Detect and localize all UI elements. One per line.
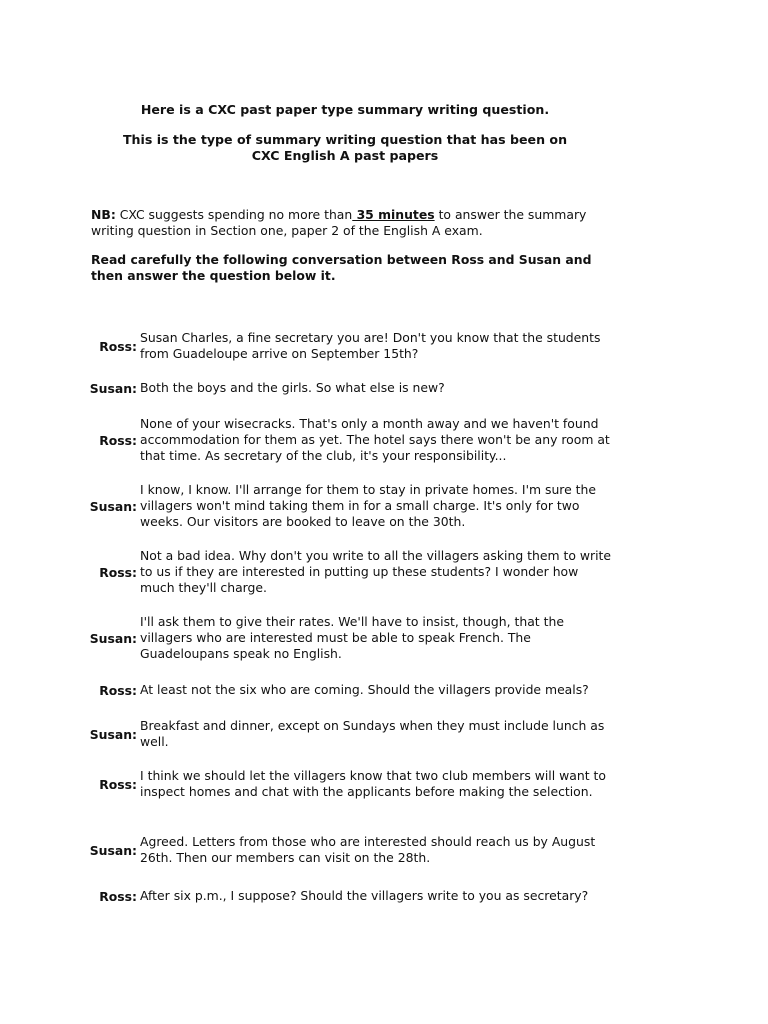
dialogue-row (86, 548, 616, 596)
dialogue-row (86, 614, 616, 662)
dialogue-line: Agreed. Letters from those who are interested should reach us by August 26th. Then our members can visit on the 28th. (140, 834, 596, 865)
speaker-label: Susan: (89, 726, 137, 742)
dialogue-line: Breakfast and dinner, except on Sundays when they must include lunch as well. (140, 718, 605, 749)
nb-note (91, 207, 611, 239)
dialogue-line: I think we should let the villagers know that two club members will want to inspect homes and chat with the applicants before making the selection. (140, 768, 606, 799)
nb-text-before: CXC suggests spending no more than (115, 207, 353, 222)
speaker-label: Susan: (89, 842, 137, 858)
subtitle-line-1: This is the type of summary writing question that has been on (122, 132, 568, 147)
dialogue-row (86, 682, 616, 698)
subtitle-line-2: CXC English A past papers (251, 148, 439, 163)
page-subtitle (0, 132, 690, 164)
speaker-label: Ross: (99, 432, 137, 448)
speaker-label: Ross: (99, 776, 137, 792)
reading-instruction: Read carefully the following conversation between Ross and Susan and then answer the question below it. (91, 252, 592, 283)
dialogue-row (86, 888, 616, 904)
dialogue-line: None of your wisecracks. That's only a month away and we haven't found accommodation for them as yet. The hotel says there won't be any room at that time. As secretary of the club, it's your responsibility... (140, 416, 610, 463)
speaker-label: Ross: (99, 682, 137, 698)
speaker-label: Susan: (89, 630, 137, 646)
dialogue-row (86, 718, 616, 750)
speaker-label: Susan: (89, 498, 137, 514)
page-title: Here is a CXC past paper type summary writing question. (140, 102, 550, 117)
dialogue-line: Both the boys and the girls. So what else is new? (140, 380, 445, 395)
dialogue-line: I'll ask them to give their rates. We'll have to insist, though, that the villagers who are interested must be able to speak French. The Guadeloupans speak no English. (140, 614, 564, 661)
dialogue-row (86, 482, 616, 530)
speaker-label: Ross: (99, 564, 137, 580)
dialogue-line: I know, I know. I'll arrange for them to stay in private homes. I'm sure the villagers won't mind taking them in for a small charge. It's only for two weeks. Our visitors are booked to leave on the 30th. (140, 482, 597, 529)
dialogue-row (86, 330, 616, 362)
nb-duration: 35 minutes (352, 207, 435, 222)
dialogue-line: After six p.m., I suppose? Should the villagers write to you as secretary? (140, 888, 589, 903)
speaker-label: Susan: (89, 380, 137, 396)
nb-label: NB: (91, 207, 116, 222)
dialogue-line: At least not the six who are coming. Should the villagers provide meals? (140, 682, 589, 697)
dialogue-line: Not a bad idea. Why don't you write to all the villagers asking them to write to us if they are interested in putting up these students? I wonder how much they'll charge. (140, 548, 612, 595)
speaker-label: Ross: (99, 888, 137, 904)
dialogue-row (86, 380, 616, 396)
speaker-label: Ross: (99, 338, 137, 354)
dialogue-row (86, 768, 616, 800)
dialogue-row (86, 416, 616, 464)
dialogue-row (86, 834, 616, 866)
nb-text-after: to answer the summary writing question in Section one, paper 2 of the English A exam. (91, 207, 587, 238)
dialogue-line: Susan Charles, a fine secretary you are! Don't you know that the students from Guadeloupe arrive on September 15th? (140, 330, 601, 361)
